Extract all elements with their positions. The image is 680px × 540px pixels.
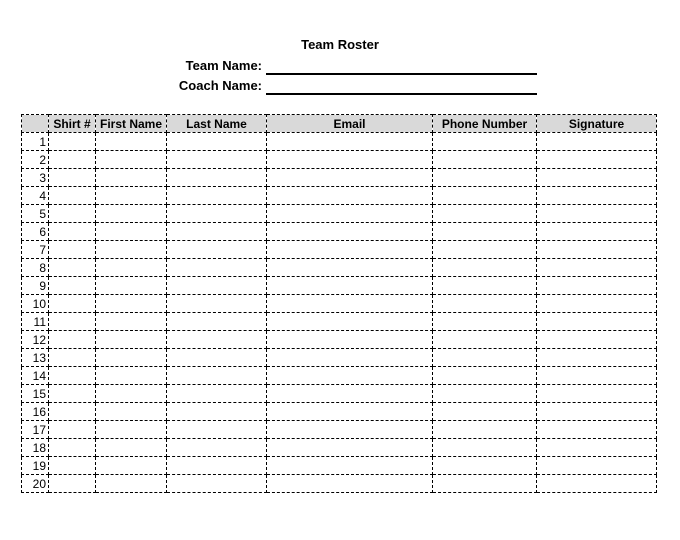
shirt-number-cell[interactable] (49, 259, 96, 277)
row-number: 20 (22, 475, 49, 493)
last-name-cell[interactable] (167, 151, 267, 169)
first-name-cell[interactable] (96, 205, 167, 223)
table-row (22, 349, 657, 367)
last-name-cell[interactable] (167, 421, 267, 439)
email-header: Email (267, 115, 433, 133)
shirt-number-cell[interactable] (49, 331, 96, 349)
email-cell[interactable] (267, 151, 433, 169)
signature-cell[interactable] (537, 349, 657, 367)
last-name-cell[interactable] (167, 313, 267, 331)
signature-cell[interactable] (537, 457, 657, 475)
signature-cell[interactable] (537, 205, 657, 223)
email-cell[interactable] (267, 457, 433, 475)
shirt-number-cell[interactable] (49, 133, 96, 151)
signature-cell[interactable] (537, 277, 657, 295)
row-number: 16 (22, 403, 49, 421)
first-name-cell[interactable] (96, 277, 167, 295)
first-name-cell[interactable] (96, 259, 167, 277)
row-number: 1 (22, 133, 49, 151)
phone-number-cell[interactable] (433, 385, 537, 403)
table-row (22, 331, 657, 349)
table-row (22, 457, 657, 475)
phone-number-cell[interactable] (433, 205, 537, 223)
table-row (22, 403, 657, 421)
table-row (22, 385, 657, 403)
signature-cell[interactable] (537, 259, 657, 277)
row-number: 15 (22, 385, 49, 403)
phone-number-cell[interactable] (433, 457, 537, 475)
first-name-cell[interactable] (96, 475, 167, 493)
signature-cell[interactable] (537, 151, 657, 169)
row-number: 2 (22, 151, 49, 169)
first-name-cell[interactable] (96, 313, 167, 331)
phone-number-cell[interactable] (433, 277, 537, 295)
row-number: 4 (22, 187, 49, 205)
phone-number-cell[interactable] (433, 133, 537, 151)
last-name-cell[interactable] (167, 133, 267, 151)
row-number: 7 (22, 241, 49, 259)
shirt-number-cell[interactable] (49, 475, 96, 493)
signature-cell[interactable] (537, 241, 657, 259)
table-row (22, 475, 657, 493)
table-row (22, 169, 657, 187)
last-name-cell[interactable] (167, 403, 267, 421)
last-name-cell[interactable] (167, 277, 267, 295)
phone-number-cell[interactable] (433, 331, 537, 349)
table-row (22, 151, 657, 169)
table-row (22, 295, 657, 313)
signature-cell[interactable] (537, 313, 657, 331)
last-name-cell[interactable] (167, 457, 267, 475)
row-number: 12 (22, 331, 49, 349)
last-name-cell[interactable] (167, 385, 267, 403)
table-row (22, 133, 657, 151)
signature-cell[interactable] (537, 439, 657, 457)
phone-number-cell[interactable] (433, 295, 537, 313)
email-cell[interactable] (267, 259, 433, 277)
row-number-header (22, 115, 49, 133)
first-name-cell[interactable] (96, 367, 167, 385)
page-title: Team Roster (301, 37, 379, 52)
email-cell[interactable] (267, 349, 433, 367)
phone-number-cell[interactable] (433, 241, 537, 259)
signature-cell[interactable] (537, 331, 657, 349)
phone-number-cell[interactable] (433, 421, 537, 439)
email-cell[interactable] (267, 475, 433, 493)
signature-cell[interactable] (537, 169, 657, 187)
table-row (22, 439, 657, 457)
first-name-header: First Name (96, 115, 167, 133)
signature-cell[interactable] (537, 295, 657, 313)
last-name-cell[interactable] (167, 439, 267, 457)
table-row (22, 223, 657, 241)
email-cell[interactable] (267, 403, 433, 421)
first-name-cell[interactable] (96, 331, 167, 349)
last-name-cell[interactable] (167, 169, 267, 187)
first-name-cell[interactable] (96, 403, 167, 421)
row-number: 6 (22, 223, 49, 241)
phone-number-cell[interactable] (433, 313, 537, 331)
row-number: 11 (22, 313, 49, 331)
first-name-cell[interactable] (96, 223, 167, 241)
phone-number-cell[interactable] (433, 169, 537, 187)
coach-name-label: Coach Name: (178, 78, 262, 93)
last-name-cell[interactable] (167, 331, 267, 349)
signature-cell[interactable] (537, 367, 657, 385)
signature-cell[interactable] (537, 223, 657, 241)
team-name-field[interactable] (266, 73, 537, 75)
signature-cell[interactable] (537, 133, 657, 151)
email-cell[interactable] (267, 169, 433, 187)
shirt-number-cell[interactable] (49, 349, 96, 367)
shirt-number-cell[interactable] (49, 295, 96, 313)
phone-number-cell[interactable] (433, 367, 537, 385)
row-number: 5 (22, 205, 49, 223)
last-name-cell[interactable] (167, 241, 267, 259)
first-name-cell[interactable] (96, 457, 167, 475)
shirt-number-cell[interactable] (49, 223, 96, 241)
phone-number-cell[interactable] (433, 223, 537, 241)
email-cell[interactable] (267, 187, 433, 205)
row-number: 8 (22, 259, 49, 277)
phone-number-cell[interactable] (433, 439, 537, 457)
first-name-cell[interactable] (96, 169, 167, 187)
email-cell[interactable] (267, 421, 433, 439)
row-number: 13 (22, 349, 49, 367)
table-row (22, 277, 657, 295)
phone-number-cell[interactable] (433, 151, 537, 169)
table-row (22, 367, 657, 385)
table-row (22, 313, 657, 331)
signature-cell[interactable] (537, 403, 657, 421)
team-name-label: Team Name: (185, 58, 262, 73)
table-row (22, 241, 657, 259)
table-row (22, 187, 657, 205)
shirt-number-cell[interactable] (49, 277, 96, 295)
last-name-header: Last Name (167, 115, 267, 133)
last-name-cell[interactable] (167, 475, 267, 493)
row-number: 18 (22, 439, 49, 457)
table-row (22, 421, 657, 439)
shirt-number-cell[interactable] (49, 439, 96, 457)
signature-cell[interactable] (537, 421, 657, 439)
first-name-cell[interactable] (96, 187, 167, 205)
row-number: 3 (22, 169, 49, 187)
table-row (22, 259, 657, 277)
first-name-cell[interactable] (96, 295, 167, 313)
row-number: 10 (22, 295, 49, 313)
email-cell[interactable] (267, 223, 433, 241)
row-number: 19 (22, 457, 49, 475)
coach-name-field[interactable] (266, 93, 537, 95)
shirt-number-cell[interactable] (49, 187, 96, 205)
email-cell[interactable] (267, 313, 433, 331)
shirt-number-cell[interactable] (49, 241, 96, 259)
signature-cell[interactable] (537, 475, 657, 493)
last-name-cell[interactable] (167, 187, 267, 205)
last-name-cell[interactable] (167, 367, 267, 385)
last-name-cell[interactable] (167, 295, 267, 313)
shirt-number-cell[interactable] (49, 421, 96, 439)
shirt-number-header: Shirt # (49, 115, 96, 133)
email-cell[interactable] (267, 331, 433, 349)
table-row (22, 205, 657, 223)
first-name-cell[interactable] (96, 385, 167, 403)
last-name-cell[interactable] (167, 259, 267, 277)
signature-header: Signature (537, 115, 657, 133)
shirt-number-cell[interactable] (49, 205, 96, 223)
email-cell[interactable] (267, 367, 433, 385)
row-number: 9 (22, 277, 49, 295)
phone-number-cell[interactable] (433, 187, 537, 205)
phone-number-cell[interactable] (433, 403, 537, 421)
shirt-number-cell[interactable] (49, 313, 96, 331)
shirt-number-cell[interactable] (49, 151, 96, 169)
shirt-number-cell[interactable] (49, 169, 96, 187)
last-name-cell[interactable] (167, 205, 267, 223)
phone-number-cell[interactable] (433, 475, 537, 493)
signature-cell[interactable] (537, 385, 657, 403)
email-cell[interactable] (267, 241, 433, 259)
email-cell[interactable] (267, 277, 433, 295)
shirt-number-cell[interactable] (49, 367, 96, 385)
phone-number-cell[interactable] (433, 349, 537, 367)
first-name-cell[interactable] (96, 421, 167, 439)
signature-cell[interactable] (537, 187, 657, 205)
email-cell[interactable] (267, 133, 433, 151)
first-name-cell[interactable] (96, 133, 167, 151)
last-name-cell[interactable] (167, 349, 267, 367)
shirt-number-cell[interactable] (49, 385, 96, 403)
phone-number-header: Phone Number (433, 115, 537, 133)
email-cell[interactable] (267, 439, 433, 457)
phone-number-cell[interactable] (433, 259, 537, 277)
email-cell[interactable] (267, 385, 433, 403)
header-row (22, 115, 657, 133)
email-cell[interactable] (267, 205, 433, 223)
first-name-cell[interactable] (96, 349, 167, 367)
shirt-number-cell[interactable] (49, 457, 96, 475)
row-number: 14 (22, 367, 49, 385)
last-name-cell[interactable] (167, 223, 267, 241)
first-name-cell[interactable] (96, 151, 167, 169)
email-cell[interactable] (267, 295, 433, 313)
first-name-cell[interactable] (96, 439, 167, 457)
roster-table (21, 114, 657, 493)
shirt-number-cell[interactable] (49, 403, 96, 421)
first-name-cell[interactable] (96, 241, 167, 259)
row-number: 17 (22, 421, 49, 439)
